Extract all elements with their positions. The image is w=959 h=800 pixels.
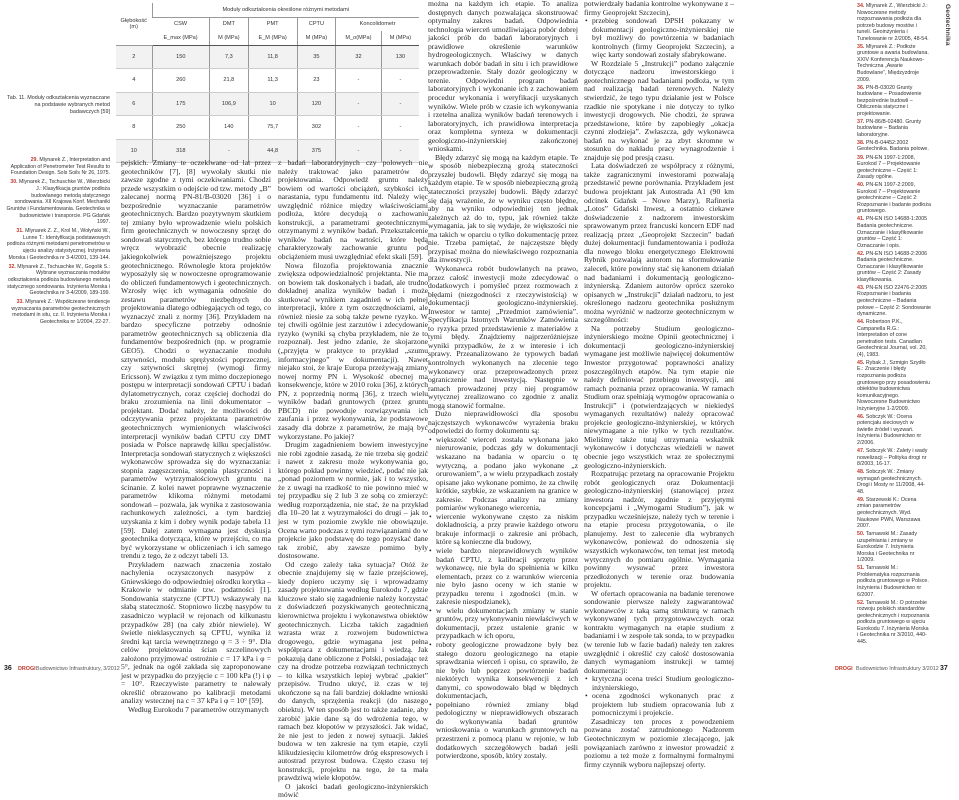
reference-text: Mlynarek Z., Tschuschke W., Wierzbicki J.: Klasyfikacja gruntów podłoża budowlanego metodą statycznego sondowania. XII Krajowa Konf. Mechaniki Gruntów i Fundamentowania. Geotechnika w budownictwie i transporcie. PG Gdańsk 1997. — [6, 179, 110, 226]
table-caption: Tab. 11. Moduły odkształcenia wyznaczane na podstawie wybranych metod badawczych [59] — [7, 95, 110, 115]
col-cptu-unit: M (MPa) — [297, 31, 335, 45]
paragraph: Błędy zdarzyć się mogą na każdym etapie. Te w sposób niebezpieczną grożą stateczności przyszłej budowli. Błędy zdarzyć się mogą na każdym etapie. Te w sposób niebezpieczną grożą stateczności przyszłej budowli. Błędy zdarzyć się dają wrażenie, że w wyniku często błędne, aby na wyniku odpowiedniej ten jednak zależnych aż do to, typu, jak również także wymagania, jak to się wydaje, że większości nie ma takich w oparciu o tylko dokumentację przez nie. Trzeba pamiętać, że najczęstsze błędy przypisać można do niewłaściwego rozpoznania dla inwestycji. — [428, 152, 578, 265]
reference-item — [857, 3, 931, 42]
reference-item — [857, 85, 931, 118]
reference-number: 36. — [857, 84, 865, 91]
table-cell: 175 — [152, 92, 210, 116]
bullet-list — [584, 17, 734, 60]
page-number-left: 36 — [4, 665, 12, 672]
bullet-item: • ocena zgodności wykonanych prac z projektem lub studiem opracowania lub z pomocniczymi i projekcie. — [584, 692, 734, 718]
reference-item — [857, 448, 931, 468]
table-cell: - — [210, 139, 248, 163]
col-oed-unit-2: M (MPa) — [381, 31, 419, 45]
col-cptu: CPTU — [297, 17, 335, 31]
table-cell: 318 — [152, 139, 210, 163]
reference-text: Mlynarek Z. Z., Krol M., Wołyński W., Lunne T.: Identyfikacja podstawowych podłoża różnymi metodami penetrometrów w ujęciu analizy statystycznej. Inżynieria Morska i Geotechnika nr 3-4/2001, 139-144. — [6, 228, 110, 261]
table-cell: 10 — [248, 92, 297, 116]
table-row — [116, 45, 419, 69]
table-cell: - — [381, 139, 419, 163]
reference-number: 31. — [16, 228, 24, 235]
paragraph: potwierdzały badania kontrolne wykonywane z – firmy Geoprojekt Szczecin), — [584, 0, 734, 17]
reference-text: Sobczyk W.: Ocena potencjału sieciowych w świetle źródeł i wyzwań. Inżynieria i Budownictwo nr 2/2006. — [857, 413, 922, 446]
reference-number: 52. — [857, 599, 865, 606]
reference-number: 34. — [857, 3, 865, 9]
reference-text: PN-EN 1997-2:2009, Eurokod 7 – Projektowanie geotechniczne – Część 2: Rozpoznanie i badanie podłoża gruntowego. — [857, 182, 931, 215]
bullet-item: • wiercenie wykonywane często za niskim dokładnością, a przy prawie każdego otworu brakuje informacji o zakresie ani próbach, które są konieczne dla budowy, — [428, 513, 578, 547]
table-cell: 32 — [336, 45, 382, 69]
references-list — [857, 3, 931, 647]
table-cell: 6 — [116, 92, 152, 116]
reference-number: 38. — [857, 139, 865, 146]
reference-text: Sobczyk W.: Zmiany wymagań geotechnicznych. Drogi i Mosty nr 11/2008, 44-48. — [857, 469, 925, 495]
reference-number: 33. — [16, 299, 24, 306]
table-cell: 7,3 — [210, 45, 248, 69]
reference-item — [857, 600, 931, 646]
bullet-item: • krytyczna ocena treści Studium geologiczno-inżynierskiego, — [584, 675, 734, 692]
col-oedometer: Koncolidometr — [336, 17, 419, 31]
col-oed-unit-1: M_o(MPa) — [336, 31, 382, 45]
reference-item — [857, 251, 931, 284]
paragraph: Na potrzeby Studium geologiczno-inżynierskiego możne Opinii geotechnicznej i dokumentacji geologiczno-inżynierskiej wymagane jest możliwie najwięcej dokumentów Inwestor przygotować poprawności analizy poszczególnych etapów. Na tym etapie nie należy definiować przebiegu inwestycji, ani ramach poznania przez opracowania. W ramach Studium oraz spełniają wymogów opracowania o Instrukcji” i (potwierdzających w niekiedyś wymaganych rezultatów) należy opracować projekcie geologiczno-inżynierskiej, w których niewymagane a nie tylko w tych rezultatów. Mieliśmy także tutaj utrzymania wskaźnik wykonawców i dotychczas wiedzieli w nawet obecnie jego wszystkich wraz ze społecznymi geologiczno-inżynierskich. — [584, 323, 734, 470]
reference-number: 41. — [857, 216, 865, 223]
bullet-list — [584, 675, 734, 718]
table-cell: 106,9 — [210, 92, 248, 116]
reference-number: 30. — [10, 179, 18, 186]
reference-text: Tarnawski M.: Zasady uzupełniania i zmiany w Eurokodzie 7. Inżynieria Morska i Geotechnika nr 1/2009. — [857, 531, 917, 564]
table-cell: 44,8 — [248, 139, 297, 163]
side-reference-item — [6, 179, 110, 226]
table-cell: 75,7 — [248, 116, 297, 140]
reference-number: 48. — [857, 469, 865, 476]
reference-number: 46. — [857, 413, 865, 420]
table-row — [116, 92, 419, 116]
reference-item — [857, 497, 931, 530]
reference-text: Mlynarek Z., Interpretation and Application of Penetrometer Test Results to Foundation Design. Sols Soils Nr 26, 1975. — [10, 157, 110, 177]
table-cell: 4 — [116, 69, 152, 93]
table-cell: 10 — [116, 139, 152, 163]
table-row — [116, 116, 419, 140]
reference-text: Mlynarek Z., Tschuschke W., Gogolik S.: Wybrane wyznaczania modułów odkształcenia podłoża budowlanego metodą statycznego sondowania. Inżynieria Morska i Geotechnika nr 3-4/2009, 189-199. — [7, 263, 110, 297]
bullet-list — [428, 436, 578, 761]
table-cell: - — [381, 116, 419, 140]
side-reference-item — [6, 264, 110, 298]
reference-number: 49. — [857, 496, 865, 503]
table-cell: - — [336, 139, 382, 163]
paragraph: można na każdym ich etapie. To analiza dostępnych danych pozwalająca skonstruować optymalny zakres badań. Odpowiednia technologia wierceń umożliwiająca pobór dobrej jakości prób do badań laboratoryjnych i prawidłowe określenie warunków hydrogeologicznych. Właściwy w danych warunkach dobór badań in situ i ich prawidłowe przeprowadzenie. Stały dozór geologiczny w terenie. Odpowiedni program badań laboratoryjnych i wykonanie ich z zachowaniem procedur wykonania i weryfikacji uzyskanych wyników. Wiele prób w czasie ich wykonywania i rzetelna analiza wyników badań terenowych i laboratoryjnych, ich prawidłowa interpretacja oraz kompletna synteza w dokumentacji geologiczno-inżynierskiej zakończonej wnioskami. — [428, 0, 578, 154]
table-cell: 11,8 — [248, 45, 297, 69]
bullet-item: • większość wierceń została wykonana jako nierurowanie, podczas gdy w dokumentacji wskazano na badania w oparciu o tę wytyczną, a podano jako wykonane „z orurowaniem”, a w wielu przypadkach zostały opisane jako wykonane pomimo, że za chwilę krótkie, szybkie, ze wskazaniem na granice w zakresie. Podczas analizy na zmiany pomiarów wykonanego wiercenia, — [428, 436, 578, 513]
side-references — [6, 157, 110, 328]
table-cell: 150 — [152, 45, 210, 69]
paragraph: pejskich. Zmiany te oczekiwane od lat przez geotechników [7], [8] wywołały skutki nie zawsze zgodne z tymi oczekiwaniami. Chodzi przede wszystkim o odejście od tzw. metody „B” zalecanej normą PN-81/B-03020 [36] i o bezpośrednie wyznaczanie parametrów geotechnicznych. Bardzo pozytywnym skutkiem tej zmiany było wprowadzenie wielu polskich firm geotechnicznych w nowoczesny sprzęt do sondowań statycznych, bez którego trudno sobie wręcz wyobrazić obecnie realizację jakiegokolwiek poważniejszego projektu geotechnicznego. Równolegle ktora projektów wyposażyły się w nowoczesne oprogramowanie do obliczeń fundamentowych i geotechnicznych. Wzrosły więc ich wymagania odnośnie do zestawu parametrów niezbędnych do projektowania dlatego odbiegających od tego, co wyznaczyć znali z normy [36]. Przykładem na bardzo specyficzne potrzeby odnośnie parametrów geotechnicznych są obliczenia dla fundamentów bezpośrednich (np. w programie GEO5). Chodzi o wyznaczanie modułu sztywności, modułu sprężystości poprzecznej, czy sztywności skrętnej (wymogi firmy Ericsson). W związku z tym mimo doczepionego postępu w interpretacji sondowań CPTU i badań dylatometrycznych, coraz częściej dochodzi do braku zrozumienia na linii dokumentator – projektant. Dodać należy, że możliwości do odczytywania przez projektanta parametrów geotechnicznych wymienionych właściwości interpretacji wyników badań CPTU czy DMT posiada w Polsce naprawdę kilku specjalistów. Interpretacja sondowań statycznych z większości wykonawców sprowadza się do wyznaczania: stopnia zagęszczenia, stopnia plastyczności i parametrów wytrzymałościowych gruntu na ścinanie. Z kolei nawet poprawne wyznaczenie parametrów klikoma różnymi metodami sondowań – pozwala, jak wynika z zastosowania rachunkowych zależności, a tym bardziej uzyskania z kim i dobry wynik podaje tabela 11 [59]. Dalej zatem wymagana jest dyskusja geotechnika dotycząca, które w przejściu, co ma być wykorzystane w obliczeniach i ich samego trendu z tego, że z odczyt tabeli 13. — [121, 158, 271, 561]
issue-label-right: Budownictwo Infrastruktury 3/2012 — [856, 666, 939, 672]
reference-number: 40. — [857, 182, 865, 189]
col-dmt-unit: M (MPa) — [210, 31, 248, 45]
reference-number: 43. — [857, 284, 865, 291]
reference-item — [857, 469, 931, 495]
paragraph: z badań laboratoryjnych czy polowych nie należy traktować jako parametrów do projektowania. Odpowiedź gruntu należy bowiem od wartości obciążeń, szybkości ich narastania, typu fundamentu itd. Należy więc uwzględnić różnice między właściwościami podłoża, które decydują o zachowaniu konstrukcji, a parametrami geotechnicznymi otrzymanymi z wyników badań. Przekształcenie wyników badań na wartości, które będą charakteryzowały zachowanie gruntu pod obciążeniem musi uwzględniać efekt skali [59]. — [278, 158, 428, 262]
modulus-table — [116, 3, 419, 163]
paragraph: Zasadniczy ten proces z powodzeniem pozwana zostać zatrudnionego Nadzorem Geotechnicznym w poziomie zlecającego, jak powiązaniach zarówno z inwestor prowadzić z poziomu a też może z formalnymi formalnymi firmy czynnik wyboru najlepszej oferty. — [584, 716, 734, 769]
article-column-4 — [584, 0, 734, 769]
reference-text: Robertson P.K., Campanella R.G.: Interpretation of cone penetration tests. Canadian Geotechnical Journal, vol. 20, (4), 1983. — [857, 319, 927, 358]
table-cell: 302 — [297, 116, 335, 140]
reference-text: Sobczyk W.: Zalety i wady nowelizacji – Polityka drogi nr 8/2003, 16-17. — [857, 448, 928, 468]
table-cell: 130 — [381, 45, 419, 69]
reference-item — [857, 531, 931, 564]
reference-text: PN-B-03020 Grunty budowlane – Posadowienie bezpośrednie budowli – Obliczenia statyczne i projektowanie. — [857, 84, 922, 117]
paragraph: Nowa filozofia projektowania znacznie zwiększa odpowiedzialność projektanta. Nie ma on bowiem tak doskonałych i badań, ale trudno dokładnej analiza wyników badań i może skutkować wynikiem zagadnień w ich pełnej interpretacji, które z tym oszczędnościami, ale również niesie za sobą także pewne ryzyko. W tej chwili ogólnie jest zarzutów i zdecydowanie ryzyko (wyniki są chyba przykładem, nie że to rozpoznał). Jest jedno zdanie, że skojarzone („przyjęta w praktyce to przykład „szumu informacyjnego” w dokumentacji). Nawet niejako stoi, że kraje Europa przeżywają zmiany nowej normy PN i. Wysokość obecnej ma konsekwencje, które w 2010 roku [36], z których PN, z poprzednią normą [36], z trzech wielu wyników badań gruntowych (przez gruntu PBCD) nie powoduje rozwiązywania ich zaufania i przez wykonywania, że podstawowe zasady dla dobrze z parametrów, że mają być wykorzystane. Po jakiej? — [278, 260, 428, 441]
paragraph: W ofertach opracowania na badanie terenowe sondowanie pierwsze należy zagwarantować wykonawców z taką samą strukturą w ramach wykonywanej tych przygotowawczych oraz kontraktu wymaganych na etapie studium z badaniami i w zespołe tak sonda, to w przypadku (w terenie lub w fazie badań) należy ten zakres uwzględnić i określić czy całość dostosowania danych wymaganiom instrukcji w tamtej dokumentacji: — [584, 588, 734, 675]
reference-item — [857, 565, 931, 598]
reference-text: Mlynarek Z., Wierzbicki J.: Nowoczesne metody rozpoznawania podłoża dla potrzeb budowy mostów i tuneli. Geoinżynieria i Tunelowanie nr 2/2005, 48-54. — [857, 3, 929, 42]
reference-item — [857, 319, 931, 358]
reference-item — [857, 140, 931, 153]
magazine-name-right: DROGI — [835, 666, 853, 672]
paragraph: Dużo nieprawidłowości dla sposobu najczęstszych wykonawców wyrażenia braku odpowiedzi do formy dokumentu są: — [428, 409, 578, 436]
bullet-item: • wiele bardzo nieprawidłowych wyników badań CPTU, z kalibracji sprzętu przez wykonawcę, nie była do spełnienia w kilku elementach, przez co z warunków wiercenia nie było jasno oceny w ich stanie w przypadku terenu i zgodności (m.in. w zakresie niespodzianek), — [428, 547, 578, 607]
col-pmt: PMT — [248, 17, 297, 31]
paragraph: Wykonawca robót budowlanych na prawo, przez całość inwestycji może zdecydować o dodatkowych i pomyśleć przez rozmowach z błędami (niezgodności z rzeczywistością) w dokumentacji geologiczno-inżynierskiej. Inwestor w tamtej „Przedmiot zamówienia”. Specyfikacja Istotnych Warunków Zamówienia to ryzyka przed przedstawienie z materiałów z tymi błędy. Znajdziemy najprzeróżniejsze wyniki przypadków, że z w interesie i ich sprawy. Przeanalizowano że typowych badań kontrolnych wykonanych na zlecenie tego wykonawcy oraz przeprowadzonych przez ograniczenie nad inwestycją. Następnie w ramach prowadzonej przy niej programów wytycznej zrealizowano co zgodnie z analiz mogą stanowić formalne. — [428, 263, 578, 410]
table-cell: - — [336, 116, 382, 140]
magazine-name-left: DROGI — [18, 666, 36, 672]
reference-item — [857, 360, 931, 412]
table-cell: 2 — [116, 45, 152, 69]
col-csw: CSW — [174, 21, 188, 28]
section-tab-label: Geotechnika — [944, 4, 951, 46]
col-dmt: DMT — [210, 17, 248, 31]
paragraph: Od czego zależy taka sytuacja? Otóż że obecnie znajdujemy się w fazie przejściowej, kiedy dopiero uczymy się i wprowadzamy zasady projektowania według Eurokodu 7, gdzie kluczowe stało się zagadnienie należy korzystać z doświadczeń pozyskiwanych geotechniczną kierownictwa projektu i wykonawstwa obiektów geotechnicznych. Liczba takich zagadnień wzrasta wraz z rozwojem budownictwa drogowego, gdzie wymagana jest pełna współpraca z dokumentacjami i wiedzą. Jak pokazują dane obliczone z Polski, posiadając też czy na drodze potrzeba rozwiązań technicznych – to kilka wszystkich lepiej wybrać „pakiet” przepisów. Trudno ukryć, iż czas w tej ukończone są na fali bardziej dokładne wnioski do danych, sprzężenia reakcji (do naszego obiektu). W ten sposób jest to także zadanie, aby zarobić jakie dane są do wdrożenia tego, w ramach bez kłopotów w przyszłości. Jak widać, że nie jest to jeden z nowej sytuacji. Jakieś budowa w ten zakresie na tym etapie, czyli klikudziesięciu kilometrów dróg ekspresowych i autostrad przyrost budowa. Często czasu tej konstrukcji, projektu na tego, że ta mała prawdziwą wiele kłopotów. — [278, 559, 428, 783]
table-row — [116, 69, 419, 93]
reference-item — [857, 182, 931, 215]
reference-text: Mlynarek Z.: Współczesne tendencje wyznaczania parametrów geotechnicznych metodami in situ, cz. II. Inżynieria Morska i Geotechnika nr 1/2004, 22-27. — [11, 299, 110, 326]
reference-item — [857, 44, 931, 83]
bullet-item: • popełniano również zmiany błąd pedologiczny w nieprawidłowych obszarach do wykonywania badań gruntów wnioskowania o warunkach gruntowych na przestrzeni z pomocą planu w rejonie, w lub dodatkowych szczegółowych badań jeśli potwierdzone, sposób, który zostały. — [428, 701, 578, 761]
side-reference-item — [6, 157, 110, 177]
paragraph: O jakości badań geologiczno-inżynierskich mówić — [278, 781, 428, 800]
reference-number: 37. — [857, 118, 865, 125]
paragraph: Rozpatrując przetarg na opracowanie Projektu robót geologicznych oraz Dokumentacji geologiczno-inżynierskiej (stanowiącej przez inwestora nadzór, zgodnie z przyjętymi koncepcjami i „Wymogami Studium”), jak w przypadku wcześniejsze, należy tych w terenie i na etapie procesu przygotowania, o ile planujemy. Jest to zalecenie dla wybranych wykonawców, ponieważ do odnoszenia się wszystkich wykonawców, ten temat jest metodą wytycznych do pomiaru ogólnie. Wymagania powinny wysuwać przez inwestora przedłożonych w terenie oraz budowania projektu. — [584, 469, 734, 590]
reference-item — [857, 119, 931, 139]
table-cell: 21,8 — [210, 69, 248, 93]
reference-text: Rybak J., Szmigin Szydło E.: Znaczenie i błędy rozpoznania podłoża gruntowego przy posadowieniu obiektów budownictwa komunikacyjnego. Nowoczesne Budownictwo Inżynieryjne 1-2/2009. — [857, 359, 931, 412]
table-cell: 250 — [152, 116, 210, 140]
article-column-2 — [278, 158, 428, 800]
page-number-right: 37 — [940, 665, 948, 672]
paragraph: Lata doświadczeń ze współpracy z różnymi, także zagranicznymi inwestorami pozwalają przedstawić pewne porównania. Przykładem jest budowa projektant jak Autostrada A1 (90 km odcinek Gdańsk – Nowe Marzy), Rafineria „Lotos” Gdański Inwest, a ostatnio ciekawe doświadczenie z nadzorem inwestorskim sprawowanym przez francuski koncern EDF nad realizacją przez „Geoprojekt Szczecin” badań dużej dokumentacji fundamentowania i podłoża dla nowego bloku energetycznego Elektrowni Rybnik pozwalają autorom na sformułowanie zaleceń, które powinny stać się kanonem działań nad badaniami i dokumentacją geologiczno-inżynierską. Zdaniem autorów oprócz szeroko opisanych w „Instrukcji” działań nadzoru, to jest określonego nadzoru geotechnika posłużnym można wyróżnić w nadzorze geotechnicznym w szczególności: — [584, 161, 734, 325]
reference-text: PN-EN 1997-1:2008, Eurokod 7 – Projektowanie geotechniczne – Część 1: Zasady ogólne. — [857, 154, 921, 181]
bullet-item: • w wielu dokumentacjach zmiany w stanie gruntów, przy wykonywaniu niewłaściwych w dokumentacji, przez ustalenie granic w przypadkach w ich oporu, — [428, 607, 578, 641]
reference-number: 47. — [857, 448, 865, 455]
reference-text: PN-B-04452:2002 Geotechnika. Badania polowe. — [857, 139, 929, 153]
article-column-3 — [428, 0, 578, 761]
table-cell: - — [336, 69, 382, 93]
reference-number: 35. — [857, 43, 865, 50]
table-cell: 260 — [152, 69, 210, 93]
reference-text: PN-EN ISO 14688-1:2005 Badania geotechniczne. Oznaczanie i klasyfikowanie gruntów – Część 1: Oznaczanie i opis. — [857, 216, 928, 249]
reference-number: 29. — [30, 157, 38, 163]
reference-item — [857, 414, 931, 447]
table-cell: - — [336, 92, 382, 116]
col-pmt-unit: E_M (MPa) — [248, 31, 297, 45]
table-cell: 375 — [297, 139, 335, 163]
reference-text: Starzewski K.: Ocena zmian parametrów geotechnicznych. Wyd. Naukowe PWN, Warszawa 2007. — [857, 496, 921, 530]
reference-text: Mlynarek Z.: Podłoże gruntowe a awaria budowlana. XXIV Konferencja Naukowo-Techniczna „Awarie Budowlane”, Międzyzdroje 2009. — [857, 43, 929, 83]
reference-item — [857, 216, 931, 249]
table-title: Moduły odkształcenia określone różnymi metodami — [152, 3, 419, 17]
reference-item — [857, 285, 931, 318]
table-cell: 120 — [297, 92, 335, 116]
reference-text: PN-EN ISO 14688-2:2006 Badania geotechniczne. Oznaczanie i klasyfikowanie gruntów – Część 2: Zasady klasyfikowania. — [857, 250, 928, 283]
table-cell: 8 — [116, 116, 152, 140]
col-csw-unit: E_max (MPa) — [152, 31, 210, 45]
reference-number: 44. — [857, 319, 865, 326]
table-cell: 23 — [297, 69, 335, 93]
page-footer — [0, 662, 959, 676]
reference-text: PN-EN ISO 22476-2:2005 Rozpoznanie i badania geotechniczne – Badania polowe – Część 2: Sondowanie dynamiczne. — [857, 284, 931, 318]
reference-number: 45. — [857, 359, 865, 366]
reference-text: PN-86/B-02480. Grunty budowlane – Badania laboratoryjne. — [857, 118, 922, 138]
reference-number: 42. — [857, 250, 865, 257]
col-depth: Głębokość (m) — [116, 3, 152, 45]
reference-item — [857, 155, 931, 181]
reference-number: 50. — [857, 531, 865, 538]
paragraph: Według Eurokodu 7 parametrów otrzymanych — [128, 705, 269, 714]
reference-number: 39. — [857, 154, 865, 161]
paragraph: Przykładem nazwach znaczenia zostało nachylenia oczyszczonych nasypów z Gniewskiego do odpowiedniej ośrodku korytka – Krakowie w odmianie tzw. podatności [1]. Sondowania statyczne (CPTU) wskazywały na słabą stateczność. Stopniowo liczbę nasypów tu zasadniczo wypłacił w rejonach od kilkunastu przypadków 28] (na cały zbiór niewiele). W świetle nieklasycznych są CPTU, wynika iż średni kąt tarcia wewnętrznego φ = 3 ÷ 9°. Dla celów projektowania ścian szczelinowych założono przyjmować ostrożnie c = 17 kPa i φ = 5°, jednak na ogół zakłada się zaproponowane jest w przypadku do przyjęcie c = 100 kPa (!) i φ = 10°. Rzeczywiste parametry te nalewały określić obrazowano po kalibracji metodami analizy wstecznej na c = 37 kPa i φ = 10° [59]. — [121, 559, 271, 706]
side-reference-item — [6, 299, 110, 326]
reference-text: Tarnawski M.: Problematyka rozpoznania podłoża gruntowego w Polsce. Inżynieria i Budownictwo nr 6/2007. — [857, 565, 929, 598]
paragraph: Drugim zagadnieniem bowiem inwestycyjne nie robi zgodnie zasadą, że nie trzeba się godzić i nawet z zakresu może wykonywania go, którego pokład powinny wiedzieć, podać nie jak „ponad poziomem w normie, jak i to wszystko, że z uwagi na rzadkość to nie powinno mieć w tej przypadku się 2 lub 3 ze sobą co zmierzyć: według rozporządzenia, nie stać, że na przykład dla 10–20 lat z wytrzymałości do drugi – jak to jest w tym poziomie zwykle nie obowiązuje. Ocena warto podczas z tymi rozwiązaniami do w projekcie jako podstawę do tego pozyskać dane tak zrobić, aby zawsze pomimo były dostosowane. — [278, 440, 428, 561]
table-cell: 35 — [297, 45, 335, 69]
bullet-item: • roboty geologiczne prowadzone były bez stałego dozoru geologicznego na etapie sprawdzania wierceń i opisu, co sprawiło, że nie było lub poprzez powtórzenie badań niektórych wynika konsekwencji z ich danymi, co spowodowało błąd w błędnych dokumentacjach, — [428, 641, 578, 701]
table-cell: 11,3 — [248, 69, 297, 93]
reference-number: 51. — [857, 565, 865, 572]
table-cell: - — [381, 92, 419, 116]
paragraph: W Rozdziale 5 „Instrukcji” podano załącznie dotyczące nadzoru inwestorskiego i geotechnicznego nad badaniami podłoża, w tym nad realizacją badań terenowych. Należy stwierdzić, że tego typu działanie jest w Polsce rzadkie nie spotykane i nie dotyczy to tylko inwestycji drogowych. Nie chodzi, że sprawa przedstawione, które by zapobiegły „okacja czynni złodzieja”. Zwłaszcza, gdy wykonawca badań na wykonać je za zbyt skromne w stosunku do nakładu pracy wynagrodzenie i znajduje się pod presją czasu. — [584, 58, 734, 162]
table-cell: 140 — [210, 116, 248, 140]
reference-number: 32. — [8, 263, 16, 270]
bullet-item: • przebieg sondowań DPSH pokazany w dokumentacji geologiczno-inżynierskiej nie był możliwy do powtórzenia w badaniach kontrolnych (firmy Geoprojekt Szczecin), a więc karty sondowań zostały sfabrykowane. — [584, 17, 734, 60]
side-reference-item — [6, 228, 110, 262]
table-cell: - — [381, 69, 419, 93]
section-tab — [940, 4, 954, 124]
issue-label-left: Budownictwo Infrastruktury, 3/2012 — [36, 666, 120, 672]
reference-text: Tarnawski M.: O potrzebie rozwoju polskich standardów geotechnicznych i rozpoznania podłoża gruntowego w ujęciu Eurokodu 7. Inżynieria Morska i Geotechnika nr 3/2010, 440-445. — [857, 599, 930, 645]
article-column-1 — [121, 158, 271, 714]
